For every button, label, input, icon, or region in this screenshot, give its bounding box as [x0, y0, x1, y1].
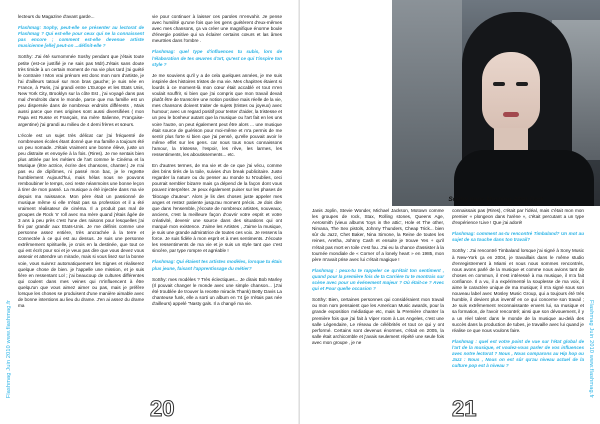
paragraph: En d'autres termes, de ma vie et de ce que j'ai vécu, comme des brins tirés de la toile, suivies d'un break publicitaire. Juste regarder la nature ou du penser au monde tu N'oublies, ceci pourrait sembler bizarre mais ça dépend de la façon dont vous pouvez interpréter. Je peux également puiser sur les phases de 'blocage d'auteur'. Alors je lis des choses juste appeler mes anges et restez patiente jusqu'au moment précis. Je dois dire que dans l'ensemble, j'écoute de nombreux artistes, nouveaux, anciens, c'est la meilleure façon d'ouvrir votre esprit et votre créativité, devenir une source dans des situations qui ont marqué mon existence. J'aime les Artistes , J'aime la musique, je suis une grande admiratrice de toutes ces voix. Je ressens la force. Je suis fidèle à mon esprit et à mes sentiments. J'écoute les ressentiments de ma vie et je suis un style tant que c'est sincère, par type rompre et agréable !	[152, 163, 282, 254]
page-number-right: 21	[452, 396, 477, 421]
paragraph: Janis Joplin, Stevie Wonder, Michael Jackson, Motown comme les groupes de rock, Stax, Rolling stones, Queens Age, Aerosmith (vieux albums 'toys in the attic', Hole et The other, Nirvana, The Sex pistols, Johnny Thunders, Cheap Trick... bien sûr du Jazz, Chet Baker, Nina Simone, la Reine de toutes les reines, Aretha, Johnny Cash et ensuite je trouve Yes + qu'il n'était pas mort en toile c'est fou. J'ai eu la chance d'assister à la tournée mondiale de « Corner of a lonely heart » en 1985, mon père m'avait prise avec lui c'était magique !	[312, 208, 444, 262]
photo-face	[482, 52, 540, 132]
photo-background	[392, 0, 462, 206]
sidebar-right-text: Flashmag Juin 2010 www.flashmag.fr	[588, 300, 594, 399]
paragraph: SoShy : J'ai rencontré Timbaland lorsque j'ai signé à Sony Music à New-York ça en 2004, je travaillais dans le même studio d'enregistrement à Miami et nous nous sommes rencontrés, nous avons parlé de la musique et comme nous avions tant de choses en commun, il s'est intéressé à ma musique, il m'a fait confiance. Il a vu, il a expérimenté la souplesse de ma voix, il aime le caractère unique de ma musique; il m'a signé sous son nouveau label avec Mosley Music Group, qui a toujours été trés humble, il devient plus inventif en ce qui concerne son travail ; Je suis extrêmement reconnaissante envers lui, sa musique et sa formation, de l'avoir rencontré; ainsi que son dévouement, il y a un réel talent dans le monde de la musique au-delà des succès dans la production de tubes, je travaille avec lui quand je réalise ce que nous voulons faire.	[452, 248, 584, 333]
artist-photo	[392, 0, 600, 206]
paragraph: Je me souviens qu'il y a de cela quelques années, je me suis inspirée des histoires tristes de ma vie. Mes chapitres étaient si lourds à ce moment-là mon cœur était accablé et tout m'en voulait souffrir, si bien que j'ai compris que mon travail devait plutôt être de transcrire une notion positive mais réelle de la vie, mes chansons doivent traiter de sujets (tristes ou joyeux) avec humour; avec un regard positif pour tenter d'aider, la tristesse et un peu le bonheur autant que la musique ou l'art fait en les uns voire l'autre, on peut également peut être alors ... une musique était source de guérison pour moi-même et m'a permis de me sentir plus forte si bien que j'ai pensé, qu'elle pouvait avoir le même effet sur les gens. car nous tous nous connaissons l'amour, la tristesse, l'espoir, les rêve, les larmes, les ressentiments, les aboutissements... etc.	[152, 72, 282, 157]
paragraph: SoShy: mes modèles ? Très éclectiques... Je dirais Bob Marley (Il pouvait changer le monde avec une simple chanson... )J'ai été troublée de trouver la recette miracle.Thank) Betty Davis La chanteuse funk, elle a sorti un album en 74 (je n'étais pas née d'ailleurs) appelé "Nasty gals. Il a changé ma vie.	[152, 276, 282, 307]
left-column-1	[18, 14, 144, 314]
interview-question: Flashmag: quel type d'influences tu subis, lors de l'élaboration de tes œuvres d'art, qu'est ce qui t'inspire ton style ?	[152, 49, 282, 67]
right-column-1	[312, 208, 444, 351]
photo-eye	[493, 82, 505, 86]
paragraph: SoShy: Bien, certaines personnes qui considéraient mon travail ou mon nom pensaient que les American Music awards, pour la grande exposition médiatique etc, mais la Première chanter la première fois que j'ai fait à Viper room à Los Angeles, c'est une salle Légendaire, Le réseau de célébrités et tout ce qui y ont performé. Certains sont devenus énormes, c'était en 2005, la salle était archicomble et j'avais seulement répété une seule fois avec mon groupe , je ne	[312, 297, 444, 345]
left-column-2	[152, 14, 282, 312]
photo-eye	[516, 82, 528, 86]
interview-question: Flashmag : quel est votre point de vue sur l'état global de l'art de la musique, et voulez-vous parler de vos influences avec notre lectorat ? Nous , Nous comparons au Hip hop ou Jazz : Nous , Nous on est sûr qu'au niveau actuel de la culture pop est à niveau ?	[452, 338, 584, 369]
right-column-2	[452, 208, 584, 374]
photo-lips	[503, 112, 519, 117]
sidebar-left-text: Flashmag Juin 2010 www.flashmag.fr	[6, 300, 12, 399]
paragraph: connaissais pas (Rires), c'était par l'idéal, mais c'était mon mon premier « plongeon dans l'arène », c'était percutant a un type d'expérience !Live ! Que j'ai adoré!	[452, 208, 584, 226]
paragraph: lecteurs du Magazine d'avant garde...	[18, 14, 95, 19]
interview-question: Flashmag: Qui étaient tes artistes modèles, lorsque tu étais plus jeune, faisant l'apprentissage du métier?	[152, 259, 282, 271]
paragraph: SoShy: J'ai été surnommée Soshy pendant que j'étais toute petite (est-ce justifié je ne sais pas Mdr).J'étais sans doute très timide à un certain moment de ma vie plus tard j'ai guété le contraire ! Mon vrai prénom est donc mon nom d'artiste, je l'ai d'ailleurs tatoué sur mon bras gauche; je suis née en France, à Paris, j'ai grandi entre L'Europe et les Etats Unis, New York City, Brooklyn sur la côte Est , j'ai voyagé dans pas mal d'endroits dans le monde, parce que ma famille est un peu dispersée dans de nombreux endroits différents , Mais aussi parce que mes origines sont aussi diversifiées ( mon Papa est Russe et Français, ma mère Italienne, Française-argentine) j'ai grandi au milieu de 4 demi frères et sœurs.	[18, 54, 144, 127]
interview-question: Flashmag : peux-tu te rappeler ce qu'était ton sentiment , quand pour la première fois de ta Carrière tu te montrais sur scène avec pour un événement majeur ? Où était-ce ? Avec qui et Pour quelle occasion ?	[312, 267, 444, 292]
paragraph: vie pour continuer à laisser ces paroles m'envahir. Je pense avec humilité qu'une fois que les gens guétèrent d'eux-mêmes avec mes chansons, ça va créer une magnifique énorme boule d'énergie positive qui va éclairer certains cœurs et las âmes meurtries dans l'ombre .	[152, 14, 282, 44]
photo-caption: Sophy dans Morning After Dark	[448, 196, 544, 203]
paragraph: L'école est un sujet très délicat car j'ai fréquenté de nombreuses écoles étant donné que ma famille a toujours été un peu nomade. J'étais vraiment une bonne élève, juste un peu distraite et envoyée à la fois. (Rires). Je me sentais bien plus attirée par les métiers de l'art comme le Cinéma et la Musique (être actrice, écrire des chansons, chanter.) Je n'ai pas eu de diplômes, ni passé mon bac, je le regrette humblement Aujourd'hui, mais hélas nous ne pouvons remboubiner le temps, ceci reste néanmoins une bonne leçon à tirer de mon passé. La musique a été injectée dans ma vie depuis ma naissance. Mon père était un passionné de musique même si elle n'était pas sa profession et il a été vraiment réalisateur de cinéma. Il a produit pas mal de groupes de Rock 'n' roll avec ma mère quand j'étais âgée de 3 ans à peu près c'est l'une des raisons pour lesquelles j'ai fini par grandir aux Etats-Unis. Je me définis comme une personne assez entière, très ancrachée à la terre et Connectée à ce qui est au dessus. Je suis une personne extrêmement spirituelle, je crois en la destinée, que tout ce qui est écrit pour soi et je veux pas dire que vous devez vous asseoir et attendre un miracle, mais si vous lisez sur la bonne voie, vous suivrez automatiquement les Signes et réaliserez quelque chose de bien. je l'appelle une mission, et je suis fière en ressentant Lol ; j'ai beaucoup de cultures différentes qui coulent dans mes veines qui m'influencent à être quelqu'un que vous aimez aimer ou pas, mais je préfère lorsque les choses se produisent d'une manière aimable avec de bonne intentions au lieu du drame. J'en ai assez du drame ma	[18, 132, 144, 309]
interview-question: Flashmag: Sophy, peut-elle se présenter au lectorat de Flashmag ? Qui est-elle pour ceux qui ne la connaissent pas encore ; comment est-elle devenue artiste musicienne [elle] peut-on ...définit-elle ?	[18, 25, 144, 49]
page-number-left: 20	[150, 396, 175, 421]
interview-question: Flashmag: comment as-tu rencontré Timbaland? Un mot au sujet de sa touche dans ton travail?	[452, 231, 584, 243]
